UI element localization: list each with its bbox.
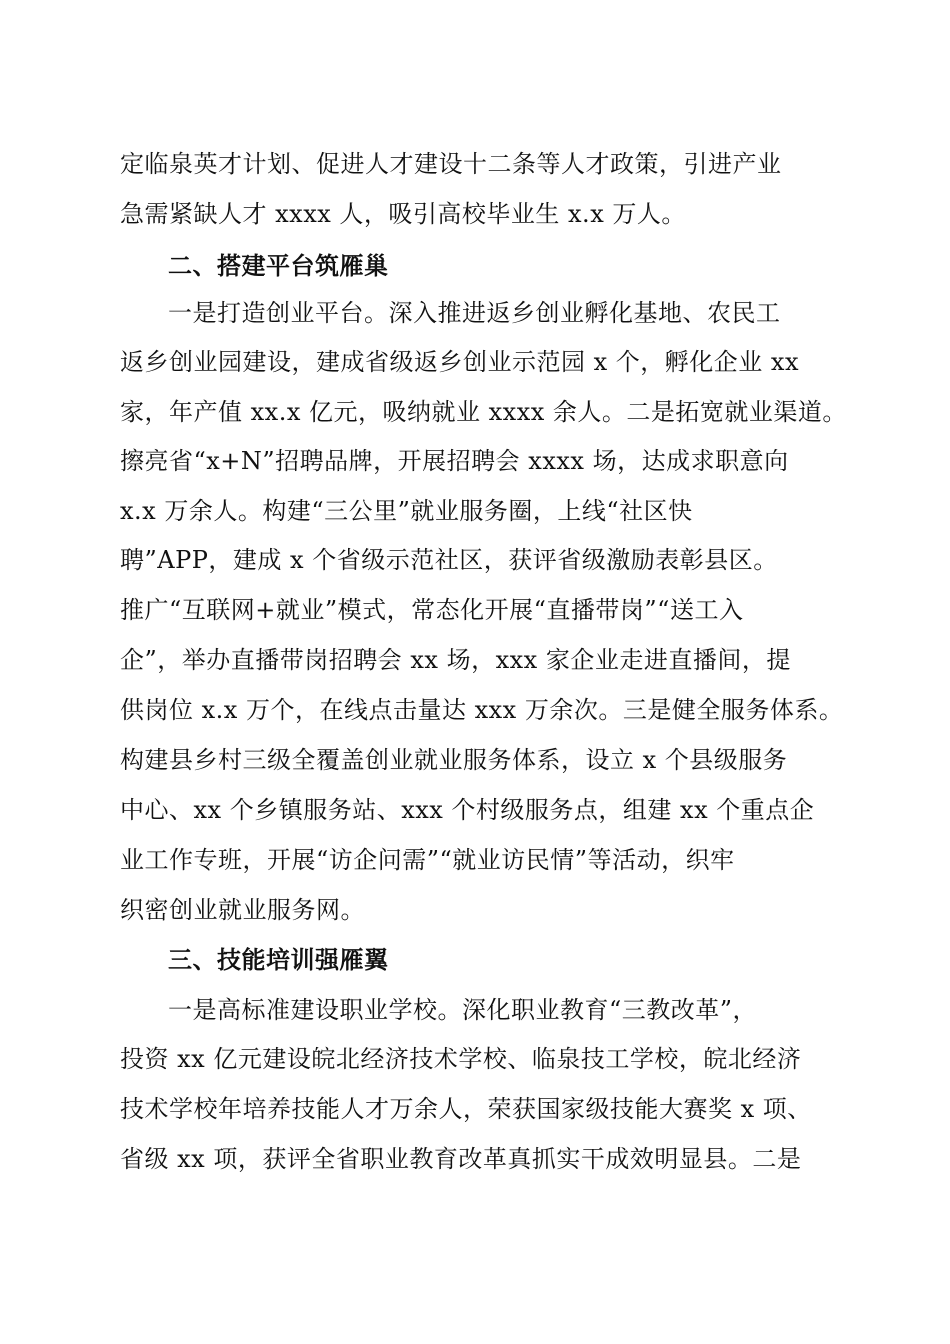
paragraph-line: 推广“互联网+就业”模式，常态化开展“直播带岗”“送工入 bbox=[120, 596, 744, 624]
paragraph-line: 织密创业就业服务网。 bbox=[120, 896, 365, 924]
paragraph-line: 一是打造创业平台。深入推进返乡创业孵化基地、农民工 bbox=[168, 299, 781, 327]
paragraph-line: 家，年产值 xx.x 亿元，吸纳就业 xxxx 余人。二是拓宽就业渠道。 bbox=[120, 398, 847, 426]
paragraph-line: 供岗位 x.x 万个，在线点击量达 xxx 万余次。三是健全服务体系。 bbox=[120, 696, 844, 724]
paragraph-line: 省级 xx 项，获评全省职业教育改革真抓实干成效明显县。二是 bbox=[120, 1145, 802, 1173]
section-heading-3: 三、技能培训强雁翼 bbox=[168, 946, 389, 974]
paragraph-line: 聘”APP，建成 x 个省级示范社区，获评省级激励表彰县区。 bbox=[120, 546, 778, 574]
paragraph-line: 擦亮省“x+N”招聘品牌，开展招聘会 xxxx 场，达成求职意向 bbox=[120, 447, 789, 475]
paragraph-line: 投资 xx 亿元建设皖北经济技术学校、临泉技工学校，皖北经济 bbox=[120, 1045, 802, 1073]
paragraph-line: 技术学校年培养技能人才万余人，荣获国家级技能大赛奖 x 项、 bbox=[120, 1095, 812, 1123]
paragraph-line: 返乡创业园建设，建成省级返乡创业示范园 x 个，孵化企业 xx bbox=[120, 348, 799, 376]
paragraph-line: 构建县乡村三级全覆盖创业就业服务体系，设立 x 个县级服务 bbox=[120, 746, 788, 774]
paragraph-line: 定临泉英才计划、促进人才建设十二条等人才政策，引进产业 bbox=[120, 150, 782, 178]
paragraph-line: 企”，举办直播带岗招聘会 xx 场，xxx 家企业走进直播间，提 bbox=[120, 646, 791, 674]
paragraph-line: 急需紧缺人才 xxxx 人，吸引高校毕业生 x.x 万人。 bbox=[120, 200, 686, 228]
paragraph-line: 业工作专班，开展“访企问需”“就业访民情”等活动，织牢 bbox=[120, 846, 735, 874]
paragraph-line: 一是高标准建设职业学校。深化职业教育“三教改革”， bbox=[168, 996, 758, 1024]
section-heading-2: 二、搭建平台筑雁巢 bbox=[168, 252, 389, 280]
paragraph-line: 中心、xx 个乡镇服务站、xxx 个村级服务点，组建 xx 个重点企 bbox=[120, 796, 815, 824]
paragraph-line: x.x 万余人。构建“三公里”就业服务圈，上线“社区快 bbox=[120, 497, 693, 525]
